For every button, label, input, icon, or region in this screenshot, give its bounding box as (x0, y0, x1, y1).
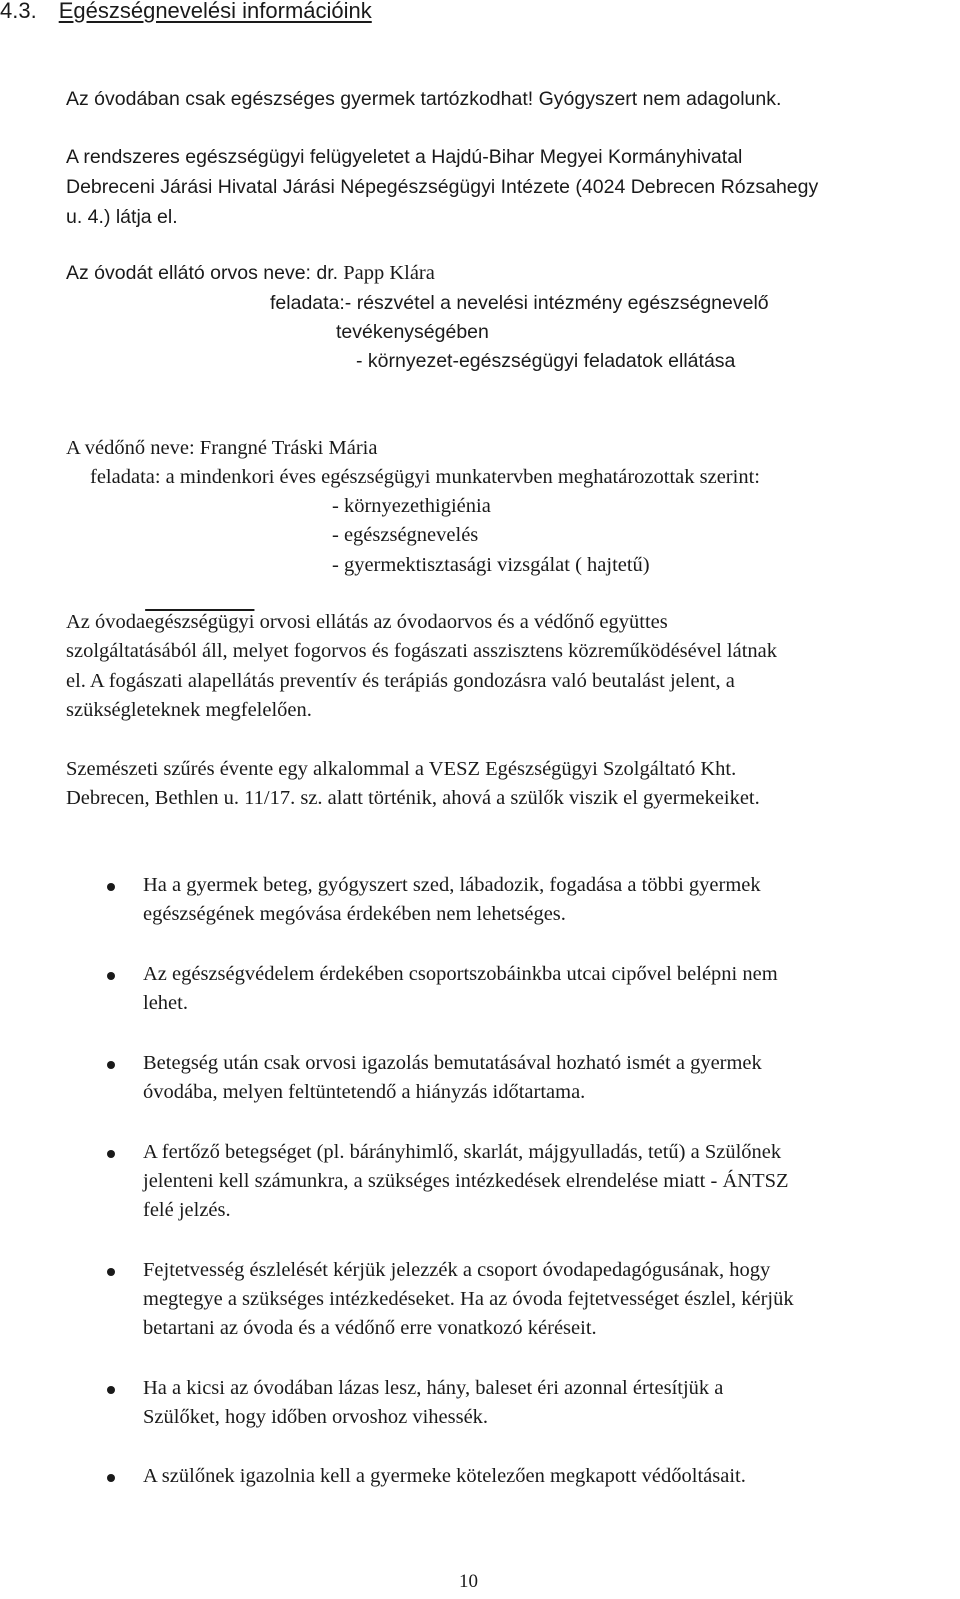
list-item-line: egészségének megóvása érdekében nem lehetséges. (143, 903, 566, 925)
nurse-name-line: A védőnő neve: Frangné Tráski Mária (66, 437, 378, 459)
nurse-task-item: - egészségnevelés (332, 524, 479, 546)
bullet-icon (107, 1268, 115, 1276)
list-item-line: A szülőnek igazolnia kell a gyermeke kötelezően megkapott védőoltásait. (143, 1465, 746, 1487)
care-line-1 (66, 611, 668, 634)
nurse-task-line: feladata: a mindenkori éves egészségügyi munkatervben meghatározottak szerint: (90, 466, 760, 488)
section-number: 4.3. (0, 0, 37, 23)
bullet-icon (107, 1061, 115, 1069)
doctor-name-line (66, 262, 435, 285)
intro-line: Az óvodában csak egészséges gyermek tartózkodhat! Gyógyszert nem adagolunk. (66, 88, 782, 110)
list-item-line: Fejtetvesség észlelését kérjük jelezzék a csoport óvodapedagógusának, hogy (143, 1259, 771, 1281)
section-title: Egészségnevelési információink (58, 0, 372, 23)
doctor-task-line-2: tevékenységében (336, 321, 489, 343)
bullet-icon (107, 883, 115, 891)
supervision-line-1: A rendszeres egészségügyi felügyeletet a Hajdú-Bihar Megyei Kormányhivatal (66, 146, 743, 168)
care-line-1-a: Az óvoda (66, 611, 146, 633)
list-item-line: óvodába, melyen feltüntetendő a hiányzás időtartama. (143, 1081, 586, 1103)
list-item-line: A fertőző betegséget (pl. bárányhimlő, skarlát, májgyulladás, tetű) a Szülőnek (143, 1141, 782, 1163)
list-item-line: betartani az óvoda és a védőnő erre vonatkozó kéréseit. (143, 1317, 597, 1339)
care-line-4: szükségleteknek megfelelően. (66, 699, 312, 721)
list-item-line: Szülőket, hogy időben orvoshoz vihessék. (143, 1406, 489, 1428)
care-line-3: el. A fogászati alapellátás preventív és terápiás gondozásra való beutalást jelent, a (66, 670, 735, 692)
eye-screening-line-1: Szemészeti szűrés évente egy alkalommal a VESZ Egészségügyi Szolgáltató Kht. (66, 758, 737, 780)
care-line-1-b: egészségügyi (145, 611, 255, 633)
bullet-icon (107, 1386, 115, 1394)
doctor-task-line-1: feladata:- részvétel a nevelési intézmény egészségnevelő (270, 292, 769, 314)
list-item-line: Ha a gyermek beteg, gyógyszert szed, lábadozik, fogadása a többi gyermek (143, 874, 761, 896)
page-number: 10 (459, 1571, 478, 1592)
nurse-task-item: - környezethigiénia (332, 495, 491, 517)
list-item-line: jelenteni kell számunkra, a szükséges intézkedések elrendelése miatt - ÁNTSZ (143, 1170, 789, 1192)
supervision-line-2: Debreceni Járási Hivatal Járási Népegészségügyi Intézete (4024 Debrecen Rózsahegy (66, 176, 819, 198)
list-item-line: Ha a kicsi az óvodában lázas lesz, hány, baleset éri azonnal értesítjük a (143, 1377, 724, 1399)
list-item-line: felé jelzés. (143, 1199, 231, 1221)
list-item-line: Betegség után csak orvosi igazolás bemutatásával hozható ismét a gyermek (143, 1052, 762, 1074)
doctor-task-line-3: - környezet-egészségügyi feladatok ellátása (356, 350, 736, 372)
eye-screening-line-2: Debrecen, Bethlen u. 11/17. sz. alatt történik, ahová a szülők viszik el gyermekeiket. (66, 787, 760, 809)
list-item-line: Az egészségvédelem érdekében csoportszobáinkba utcai cipővel belépni nem (143, 963, 778, 985)
doctor-name-prefix: Az óvodát ellátó orvos neve: dr. (66, 262, 339, 284)
care-line-2: szolgáltatásából áll, melyet fogorvos és fogászati asszisztens közreműködésével látnak (66, 640, 778, 662)
bullet-icon (107, 1474, 115, 1482)
list-item-line: megtegye a szükséges intézkedéseket. Ha az óvoda fejtetvességet észlel, kérjük (143, 1288, 794, 1310)
list-item-line: lehet. (143, 992, 188, 1014)
doctor-name: Papp Klára (338, 262, 435, 284)
bullet-icon (107, 1150, 115, 1158)
bullet-icon (107, 972, 115, 980)
nurse-task-item: - gyermektisztasági vizsgálat ( hajtetű) (332, 554, 650, 576)
supervision-line-3: u. 4.) látja el. (66, 206, 178, 228)
care-line-1-c: orvosi ellátás az óvodaorvos és a védőnő együttes (254, 611, 668, 633)
section-heading (0, 0, 372, 24)
